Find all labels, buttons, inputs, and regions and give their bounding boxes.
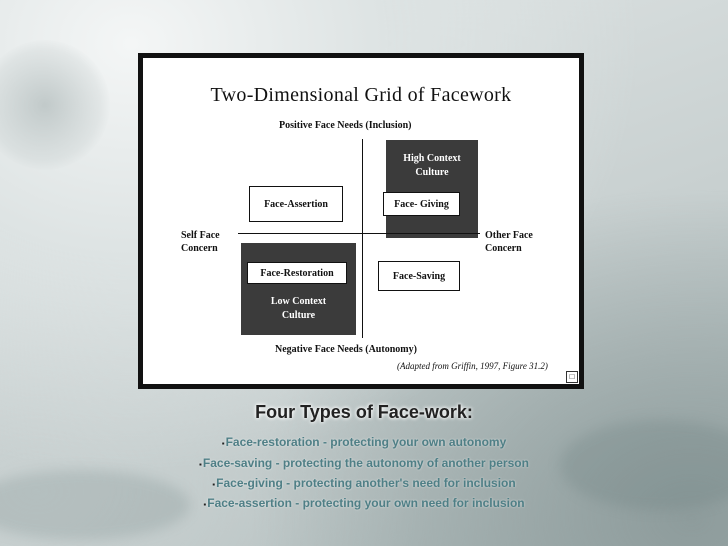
bullet-marker-icon: ▪: [203, 500, 207, 509]
image-corner-icon: □: [566, 371, 578, 383]
bullet-text: Face-saving - protecting the autonomy of another person: [202, 456, 529, 470]
bullet-item: [0, 476, 728, 490]
high-context-label-line2: Culture: [415, 167, 449, 178]
bullet-text: Face-assertion - protecting your own need for inclusion: [207, 496, 525, 510]
low-context-quadrant: [241, 243, 356, 335]
face-saving-box: Face-Saving: [378, 261, 460, 291]
bullet-marker-icon: ▪: [199, 460, 202, 469]
bullet-item: [0, 496, 728, 510]
bullet-item: [0, 435, 728, 449]
left-axis-label-line1: Self Face: [181, 230, 220, 241]
citation-text: (Adapted from Griffin, 1997, Figure 31.2): [397, 361, 548, 371]
right-axis-label-line2: Concern: [485, 243, 522, 254]
vertical-axis-line: [362, 139, 363, 338]
face-giving-box: Face- Giving: [383, 192, 460, 216]
low-context-label-line1: Low Context: [270, 296, 327, 307]
background-moon-decoration: [0, 40, 110, 170]
face-restoration-box: Face-Restoration: [247, 262, 347, 284]
high-context-label-line1: High Context: [403, 153, 461, 164]
high-context-quadrant: [386, 140, 478, 238]
right-axis-label: [485, 229, 533, 255]
left-axis-label: [181, 229, 220, 255]
low-context-label-line2: Culture: [281, 310, 316, 321]
bullet-text: Face-restoration - protecting your own autonomy: [225, 435, 507, 449]
bullet-marker-icon: ▪: [212, 480, 216, 489]
top-axis-label: Positive Face Needs (Inclusion): [279, 120, 412, 131]
bullet-text: Face-giving - protecting another's need for inclusion: [216, 476, 516, 490]
facework-diagram: [143, 58, 579, 384]
diagram-title: Two-Dimensional Grid of Facework: [210, 84, 512, 106]
bottom-axis-label: Negative Face Needs (Autonomy): [275, 344, 417, 355]
left-axis-label-line2: Concern: [181, 243, 218, 254]
right-axis-label-line1: Other Face: [485, 230, 533, 241]
diagram-image-frame: [138, 53, 584, 389]
caption-heading: Four Types of Face-work:: [255, 402, 473, 422]
face-assertion-box: Face-Assertion: [249, 186, 343, 222]
horizontal-axis-line: [238, 233, 480, 234]
bullet-marker-icon: ▪: [221, 439, 225, 448]
bullet-item: [0, 456, 728, 470]
